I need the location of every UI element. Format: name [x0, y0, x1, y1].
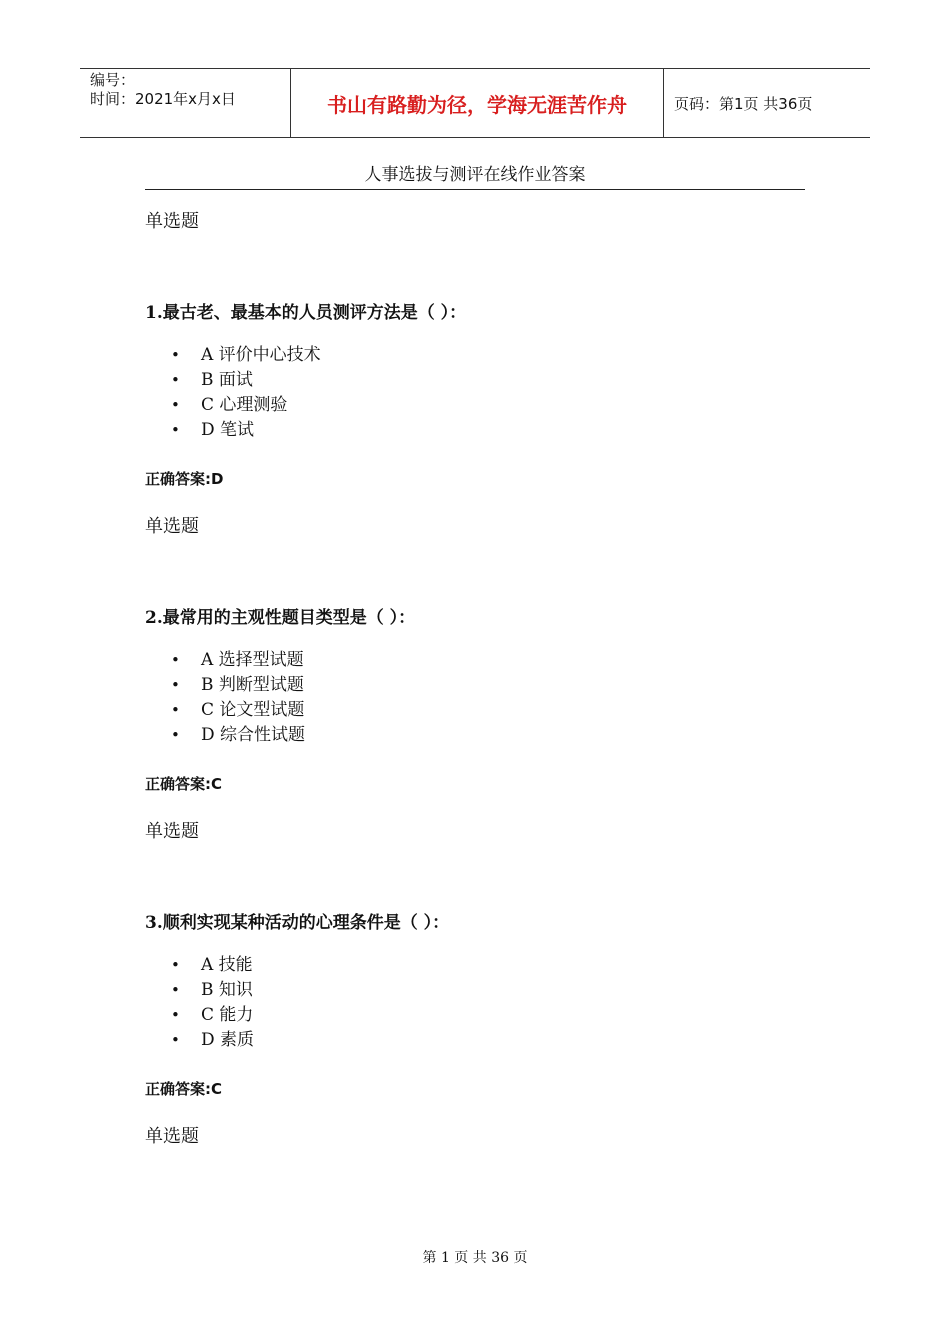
option-item: • D 综合性试题 [145, 723, 805, 748]
option-item: • D 素质 [145, 1028, 805, 1053]
option-item: • A 评价中心技术 [145, 343, 805, 368]
section-label: 单选题 [145, 1126, 199, 1147]
bullet-icon: • [171, 371, 180, 389]
option-list [145, 953, 805, 1053]
header-page-info: 页码：第1页 共36页 [674, 94, 813, 113]
header-motto: 书山有路勤为径，学海无涯苦作舟 [290, 69, 664, 137]
bullet-icon: • [171, 1006, 180, 1024]
option-list [145, 343, 805, 443]
option-item: • C 论文型试题 [145, 698, 805, 723]
header-meta [80, 69, 290, 137]
bullet-icon: • [171, 726, 180, 744]
section-label: 单选题 [145, 516, 199, 537]
option-item: • A 技能 [145, 953, 805, 978]
bullet-icon: • [171, 346, 180, 364]
bullet-icon: • [171, 701, 180, 719]
option-item: • B 判断型试题 [145, 673, 805, 698]
correct-answer: 正确答案:D [145, 470, 224, 488]
page-header [80, 68, 870, 138]
question-stem: 2.最常用的主观性题目类型是（ ）： [145, 608, 416, 628]
option-item: • C 心理测验 [145, 393, 805, 418]
bullet-icon: • [171, 981, 180, 999]
bullet-icon: • [171, 1031, 180, 1049]
question-stem: 1.最古老、最基本的人员测评方法是（ ）： [145, 303, 467, 323]
time-label: 时间：2021年x月x日 [90, 90, 236, 108]
correct-answer: 正确答案:C [145, 1080, 223, 1098]
option-list [145, 648, 805, 748]
option-item: • C 能力 [145, 1003, 805, 1028]
section-label: 单选题 [145, 821, 199, 842]
option-item: • D 笔试 [145, 418, 805, 443]
bullet-icon: • [171, 651, 180, 669]
section-label: 单选题 [145, 211, 199, 232]
bullet-icon: • [171, 421, 180, 439]
question-stem: 3.顺利实现某种活动的心理条件是（ ）： [145, 913, 450, 933]
option-item: • A 选择型试题 [145, 648, 805, 673]
page-footer: 第 1 页 共 36 页 [422, 1250, 528, 1266]
bullet-icon: • [171, 676, 180, 694]
correct-answer: 正确答案:C [145, 775, 223, 793]
serial-label: 编号： [90, 71, 136, 89]
option-item: • B 知识 [145, 978, 805, 1003]
bullet-icon: • [171, 956, 180, 974]
option-item: • B 面试 [145, 368, 805, 393]
bullet-icon: • [171, 396, 180, 414]
document-title: 人事选拔与测评在线作业答案 [145, 160, 805, 190]
